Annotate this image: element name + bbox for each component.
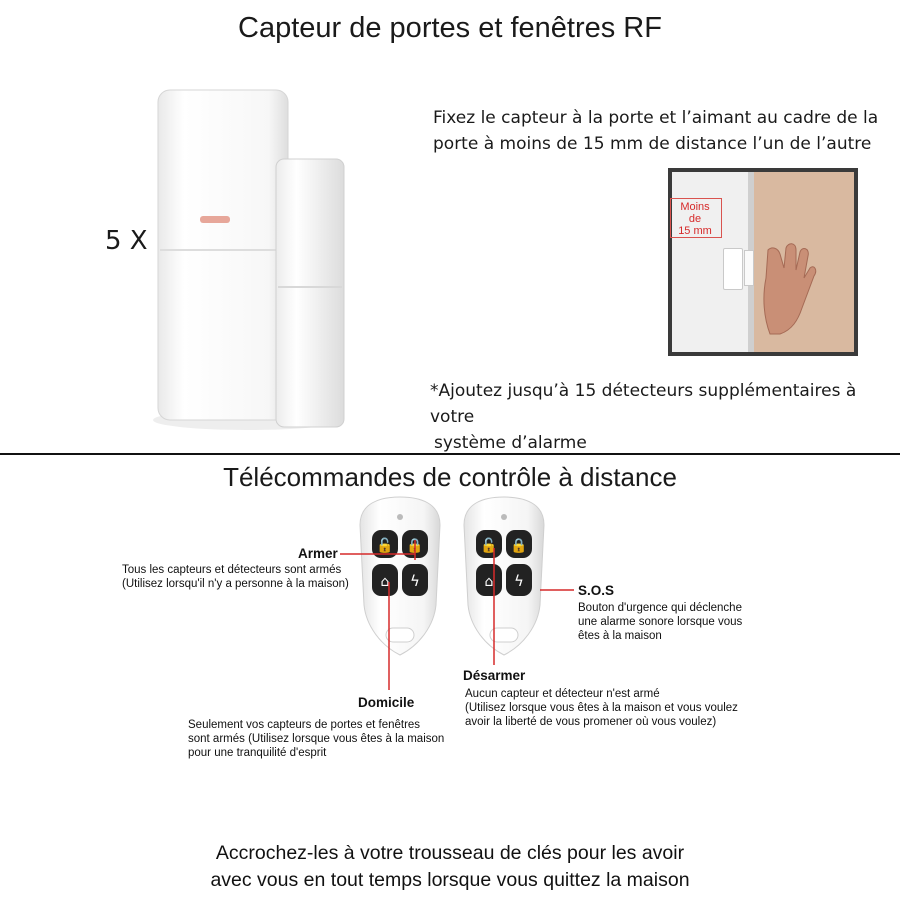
distance-callout-text — [670, 201, 720, 237]
remote-right — [464, 497, 544, 655]
disarm-desc-line-1: Aucun capteur et détecteur n'est armé — [465, 688, 660, 700]
svg-text:ϟ: ϟ — [410, 572, 420, 590]
photo-magnet — [744, 250, 754, 286]
sos-label: S.O.S — [578, 583, 615, 598]
door-sensor-illustration — [148, 85, 358, 435]
svg-text:🔓: 🔓 — [480, 538, 498, 554]
quantity-label: 5 X — [105, 226, 148, 256]
home-desc-line-3: pour une tranquilité d'esprit — [188, 747, 327, 759]
note-line-1: *Ajoutez jusqu’à 15 détecteurs supplémentaires à votre — [430, 381, 857, 427]
svg-text:🔒: 🔒 — [510, 538, 528, 554]
disarm-description — [465, 687, 765, 729]
svg-text:🔓: 🔓 — [376, 538, 394, 554]
sensor-body — [158, 90, 288, 420]
section-divider — [0, 453, 900, 455]
note-line-2: système d’alarme — [434, 433, 587, 453]
arm-desc-line-2: (Utilisez lorsqu'il n'y a personne à la maison) — [122, 578, 349, 590]
instruction-line-1: Fixez le capteur à la porte et l’aimant au cadre de la — [433, 108, 879, 128]
sos-desc-line-3: êtes à la maison — [578, 630, 662, 642]
installation-photo — [668, 168, 858, 356]
callout-line-2: de — [688, 213, 702, 225]
arm-desc-line-1: Tous les capteurs et détecteurs sont armés — [122, 564, 342, 576]
svg-text:🔒: 🔒 — [406, 538, 424, 554]
home-label: Domicile — [358, 695, 415, 710]
sos-desc-line-1: Bouton d'urgence qui déclenche — [578, 602, 742, 614]
callout-line-1: Moins — [680, 201, 710, 213]
footer-line-2: avec vous en tout temps lorsque vous quittez la maison — [210, 869, 690, 891]
footer-text — [0, 840, 900, 894]
sos-desc-line-2: une alarme sonore lorsque vous — [578, 616, 743, 628]
home-desc-line-2: sont armés (Utilisez lorsque vous êtes à la maison — [188, 733, 445, 745]
disarm-label: Désarmer — [463, 668, 526, 683]
hand-icon — [758, 238, 818, 338]
sensor-led — [200, 216, 230, 223]
section2-title: Télécommandes de contrôle à distance — [223, 462, 677, 492]
svg-text:ϟ: ϟ — [514, 572, 524, 590]
remote-left — [360, 497, 440, 655]
note-text — [430, 378, 900, 456]
instruction-text — [433, 105, 893, 157]
magnet-body — [276, 159, 344, 427]
disarm-desc-line-2: (Utilisez lorsque vous êtes à la maison et vous voulez — [465, 702, 738, 714]
section1-title: Capteur de portes et fenêtres RF — [238, 12, 662, 44]
svg-text:⌂: ⌂ — [484, 574, 494, 590]
callout-line-3: 15 mm — [678, 225, 712, 237]
home-desc-line-1: Seulement vos capteurs de portes et fenêtres — [188, 719, 421, 731]
arm-description — [122, 563, 357, 591]
footer-line-1: Accrochez-les à votre trousseau de clés pour les avoir — [215, 842, 685, 864]
disarm-desc-line-3: avoir la liberté de vous promener où vous voulez) — [465, 716, 717, 728]
instruction-line-2: porte à moins de 15 mm de distance l’un de l’autre — [433, 134, 872, 154]
remote-controls-illustration — [340, 495, 560, 665]
arm-label: Armer — [298, 546, 338, 561]
sos-description — [578, 601, 778, 643]
home-description — [188, 718, 478, 760]
photo-sensor — [723, 248, 743, 290]
svg-text:⌂: ⌂ — [380, 574, 390, 590]
